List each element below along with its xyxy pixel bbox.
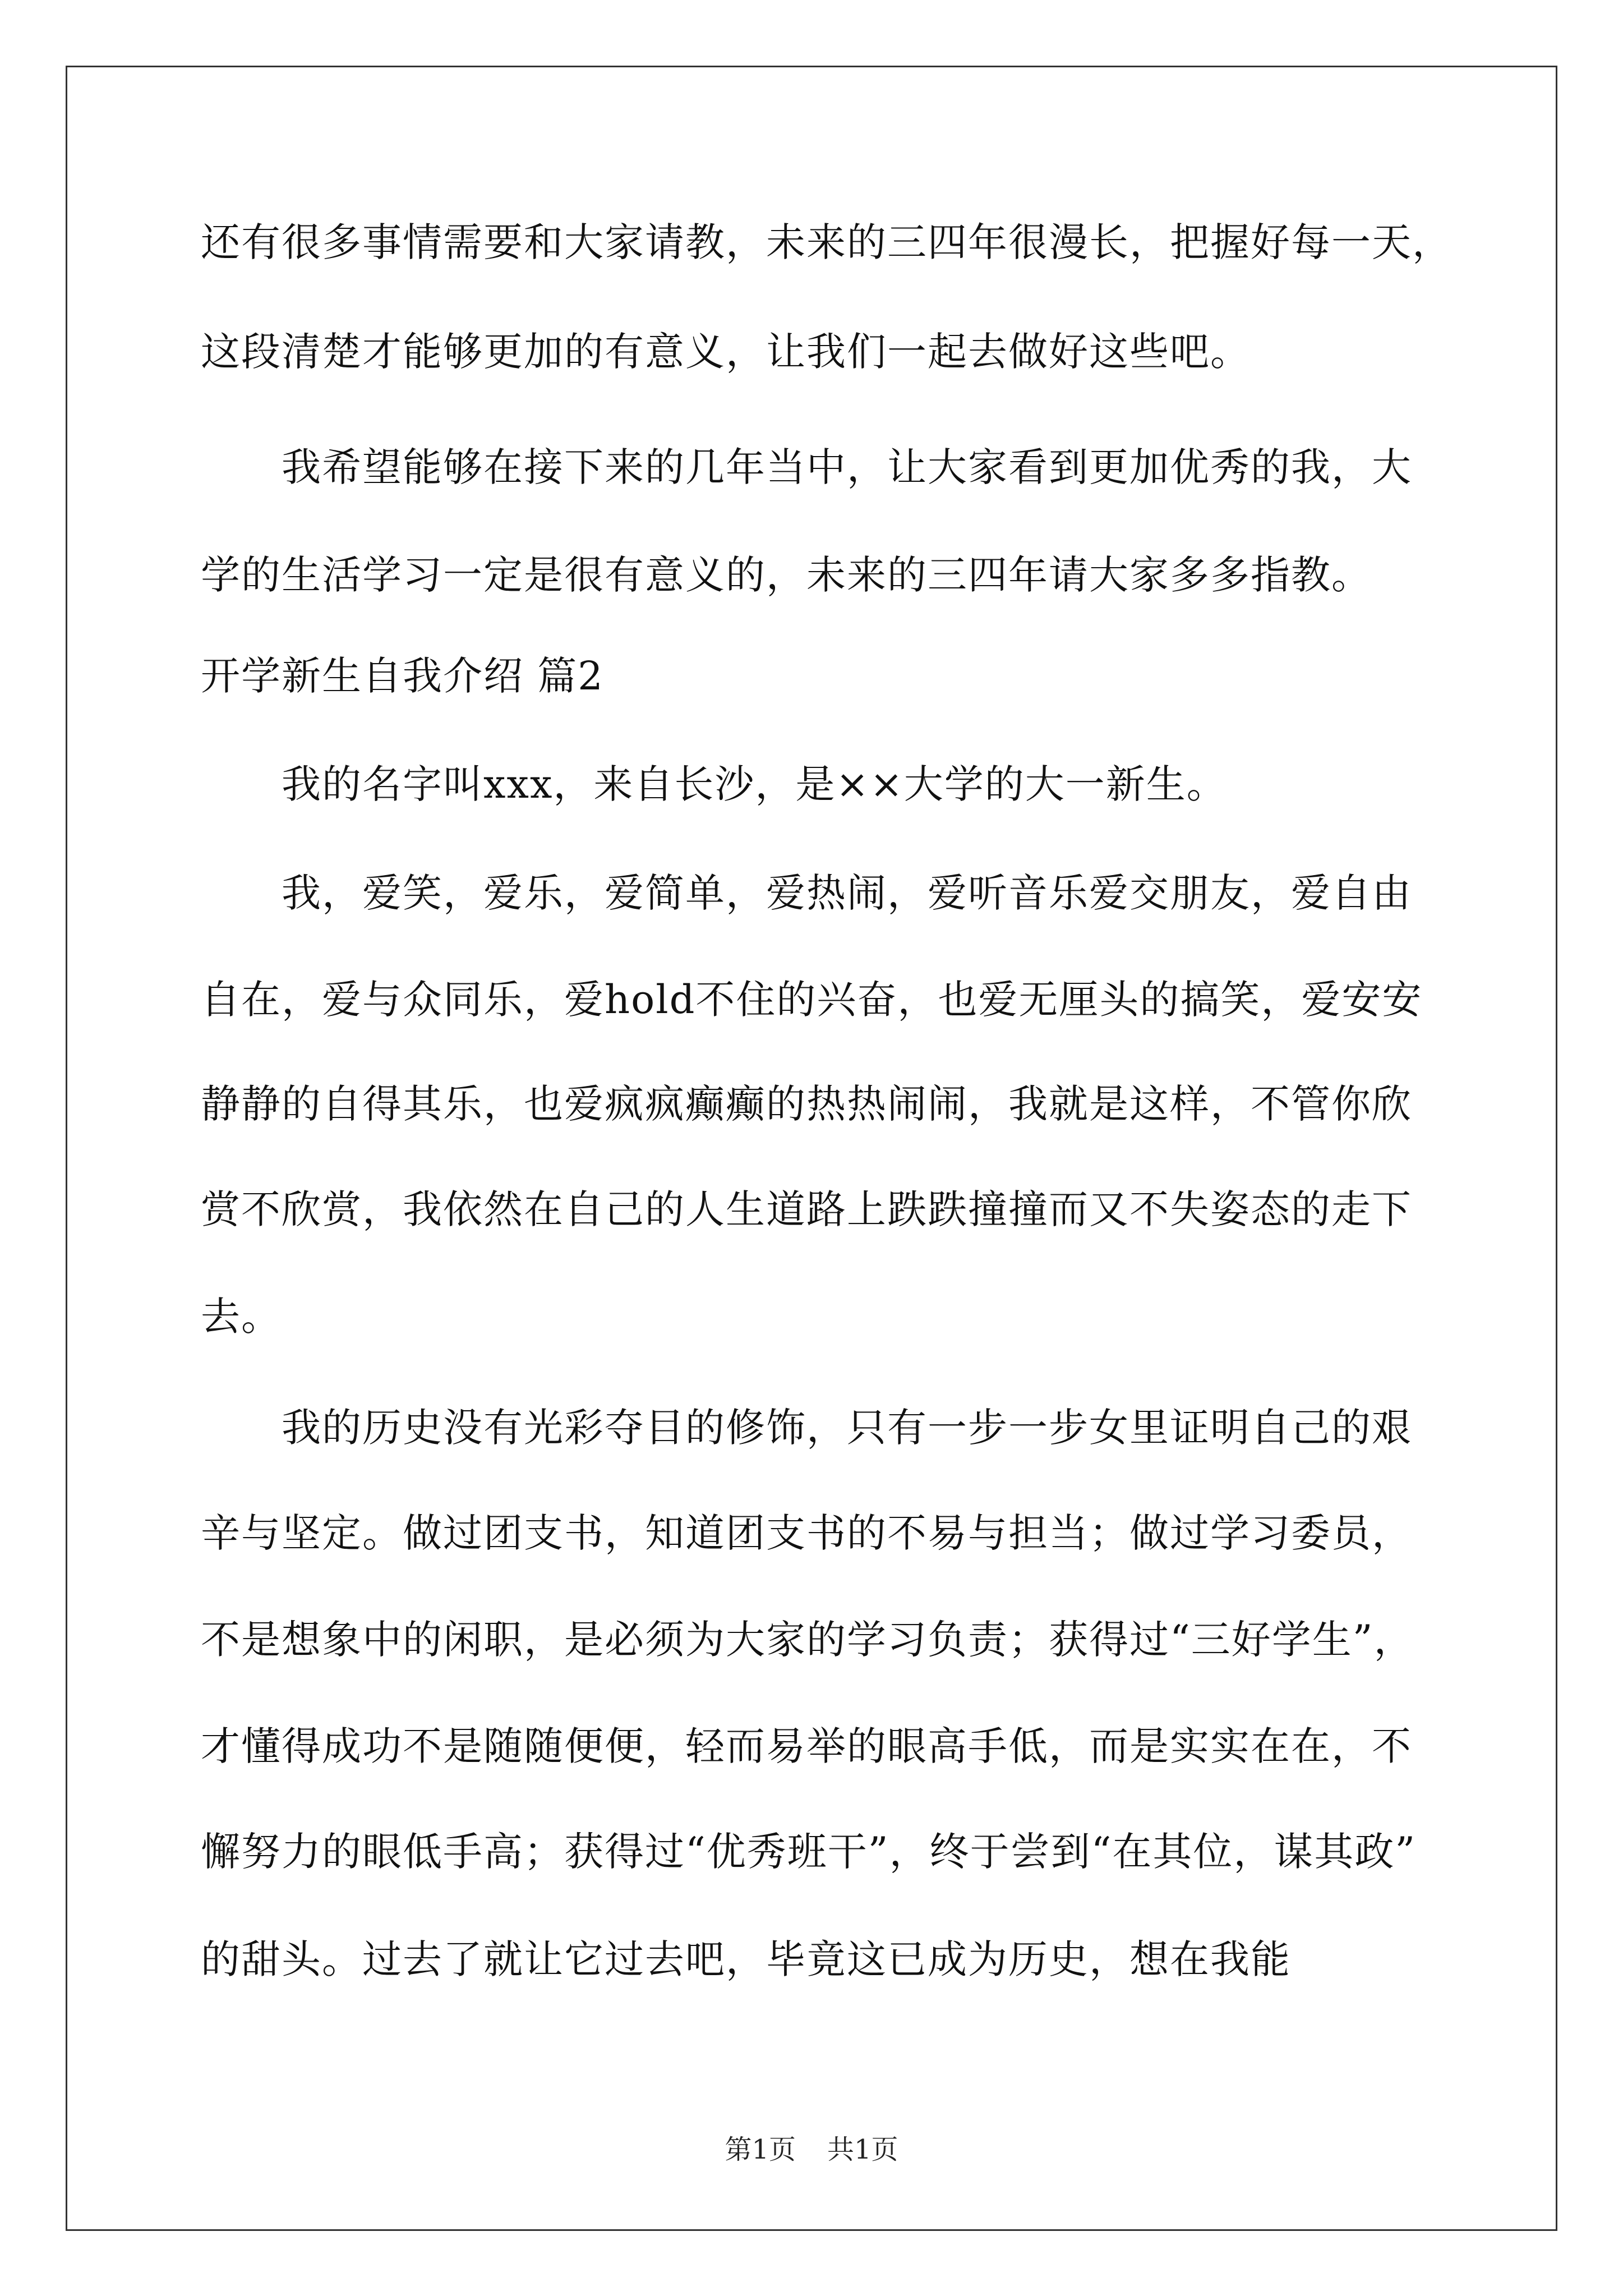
text-line-10: 赏不欣赏，我依然在自己的人生道路上跌跌撞撞而又不失姿态的走下 — [201, 1186, 1412, 1232]
page-number: 第1页 — [725, 2134, 796, 2165]
page-footer — [0, 2136, 1623, 2163]
text-line-14: 不是想象中的闲职，是必须为大家的学习负责；获得过“三好学生”， — [201, 1617, 1414, 1663]
text-line-12: 我的历史没有光彩夺目的修饰，只有一步一步女里证明自己的艰 — [201, 1405, 1412, 1451]
text-line-8: 自在，爱与众同乐，爱hold不住的兴奋，也爱无厘头的搞笑，爱安安 — [201, 977, 1423, 1023]
section-heading: 开学新生自我介绍 篇2 — [201, 653, 604, 699]
text-line-17: 的甜头。过去了就让它过去吧，毕竟这已成为历史，想在我能 — [201, 1936, 1291, 1982]
page-border — [66, 66, 1557, 2231]
text-line-2: 这段清楚才能够更加的有意义，让我们一起去做好这些吧。 — [201, 329, 1251, 375]
text-line-1: 还有很多事情需要和大家请教，未来的三四年很漫长，把握好每一天， — [201, 219, 1453, 265]
text-line-11: 去。 — [201, 1294, 282, 1340]
text-line-4: 学的生活学习一定是很有意义的，未来的三四年请大家多多指教。 — [201, 552, 1372, 598]
text-line-3: 我希望能够在接下来的几年当中，让大家看到更加优秀的我，大 — [201, 444, 1412, 490]
text-line-9: 静静的自得其乐，也爱疯疯癫癫的热热闹闹，我就是这样，不管你欣 — [201, 1081, 1412, 1127]
text-line-13: 辛与坚定。做过团支书，知道团支书的不易与担当；做过学习委员， — [201, 1510, 1412, 1556]
page-total: 共1页 — [827, 2134, 898, 2165]
text-line-6: 我的名字叫xxx，来自长沙，是××大学的大一新生。 — [201, 761, 1227, 807]
text-line-15: 才懂得成功不是随随便便，轻而易举的眼高手低，而是实实在在，不 — [201, 1723, 1412, 1769]
text-line-16: 懈努力的眼低手高；获得过“优秀班干”，终于尝到“在其位，谋其政” — [201, 1829, 1417, 1875]
text-line-7: 我，爱笑，爱乐，爱简单，爱热闹，爱听音乐爱交朋友，爱自由 — [201, 870, 1412, 916]
